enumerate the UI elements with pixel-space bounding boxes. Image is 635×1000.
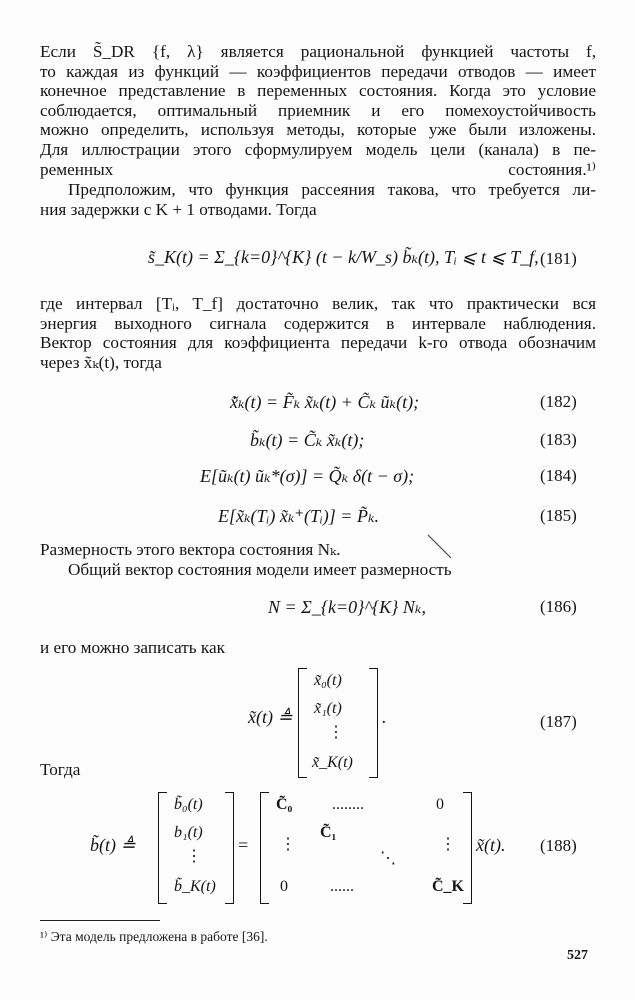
text-line: ния задержки с K + 1 отводами. Тогда <box>40 199 317 219</box>
vector-entry: b̃_K(t) <box>174 878 216 895</box>
text-line: Для иллюстрации этого сформулируем модель цели (канала) в пе- <box>40 139 596 159</box>
equals-sign: = <box>237 835 250 855</box>
footnote-rule <box>40 920 160 921</box>
paragraph-rational-spectrum <box>40 42 596 179</box>
vector-entry: ⋮ <box>186 848 202 865</box>
matrix-entry: 0 <box>436 796 444 813</box>
text-line: где интервал [Tᵢ, T_f] достаточно велик, так что практически вся <box>40 294 596 313</box>
text-line: через x̃ₖ(t), тогда <box>40 352 162 372</box>
block-diagonal-matrix <box>260 792 472 904</box>
vector-entry: ⋮ <box>328 724 344 741</box>
footnote <box>40 929 268 945</box>
page-number: 527 <box>567 948 588 963</box>
text-line: Предположим, что функция рассеяния такова, что требуется ли- <box>68 180 596 199</box>
matrix-entry: ........ <box>332 796 364 813</box>
matrix-entry: ⋱ <box>380 850 396 867</box>
text-line: то каждая из функций — коэффициентов передачи отводов — имеет <box>40 61 596 81</box>
equation-183: b̃ₖ(t) = C̃ₖ x̃ₖ(t); <box>250 430 365 450</box>
matrix-entry: C̃₀ <box>276 796 293 813</box>
text-line: Если S̃_DR {f, λ} является рациональной функцией частоты f, <box>40 42 596 61</box>
equation-187-lhs: x̃(t) ≜ <box>248 707 293 727</box>
paragraph-written-as <box>40 638 596 658</box>
paragraph-delay-line <box>40 180 596 219</box>
equation-number-181: (181) <box>540 249 577 268</box>
text-line: ременных состояния.¹⁾ <box>40 159 596 179</box>
equation-188-lhs: b̃(t) ≜ <box>90 835 136 855</box>
equation-body: s̃_K(t) = Σ_{k=0}^{K} (t − k/W_s) b̃ₖ(t), Tᵢ ⩽ t ⩽ T_f, <box>148 247 539 267</box>
equation-number-186: (186) <box>540 597 577 616</box>
text-line: конечное представление в переменных состояния. Когда это условие <box>40 81 596 101</box>
footnote-marker: ¹⁾ <box>40 929 48 944</box>
text-line: Вектор состояния для коэффициента передачи k-го отвода обозначим <box>40 333 596 353</box>
paragraph-dimension <box>40 540 596 579</box>
equation-187-period: . <box>382 707 387 727</box>
matrix-entry: C̃₁ <box>320 824 337 841</box>
left-bracket <box>260 792 269 904</box>
footnote-text: Эта модель предложена в работе [36]. <box>50 929 268 944</box>
paragraph-then <box>40 760 596 780</box>
equation-number-185: (185) <box>540 506 577 525</box>
text-line: соблюдается, оптимальный приемник и его помехоустойчивость <box>40 100 596 120</box>
equation-number-184: (184) <box>540 466 577 485</box>
equation-number-187: (187) <box>540 712 577 731</box>
equation-188-rhs: x̃(t). <box>476 835 506 855</box>
equation-number-182: (182) <box>540 392 577 411</box>
text-line: Размерность этого вектора состояния Nₖ. <box>40 540 341 559</box>
text-line: и его можно записать как <box>40 638 225 657</box>
right-bracket <box>463 792 472 904</box>
equation-185: E[x̃ₖ(Tᵢ) x̃ₖ⁺(Tᵢ)] = P̃ₖ. <box>218 506 380 526</box>
equation-number-188: (188) <box>540 836 577 855</box>
text-line: Общий вектор состояния модели имеет размерность <box>68 559 452 579</box>
output-vector-matrix <box>158 792 234 904</box>
matrix-entry: ...... <box>330 878 354 895</box>
paragraph-interval <box>40 294 596 372</box>
left-bracket <box>158 792 167 904</box>
equation-181 <box>148 246 539 268</box>
vector-entry: b̃₀(t) <box>174 796 203 813</box>
vector-entry: x̃₀(t) <box>314 672 342 689</box>
vector-entry: b₁(t) <box>174 824 203 841</box>
equation-number-183: (183) <box>540 430 577 449</box>
text-line: Тогда <box>40 760 81 779</box>
matrix-entry: ⋮ <box>280 836 296 853</box>
matrix-entry: C̃_K <box>432 878 464 895</box>
equation-186: N = Σ_{k=0}^{K} Nₖ, <box>268 597 426 617</box>
vector-entry: x̃₁(t) <box>314 700 342 717</box>
right-bracket <box>225 792 234 904</box>
equation-182: x̃̇ₖ(t) = F̃ₖ x̃ₖ(t) + C̃ₖ ũₖ(t); <box>230 392 420 412</box>
equation-184: E[ũₖ(t) ũₖ*(σ)] = Q̃ₖ δ(t − σ); <box>200 466 415 486</box>
text-line: можно определить, используя методы, которые уже были изложены. <box>40 120 596 140</box>
matrix-entry: ⋮ <box>440 836 456 853</box>
vector-entry: x̃_K(t) <box>312 754 353 771</box>
matrix-entry: 0 <box>280 878 288 895</box>
text-line: энергия выходного сигнала содержится в интервале наблюдения. <box>40 313 596 333</box>
